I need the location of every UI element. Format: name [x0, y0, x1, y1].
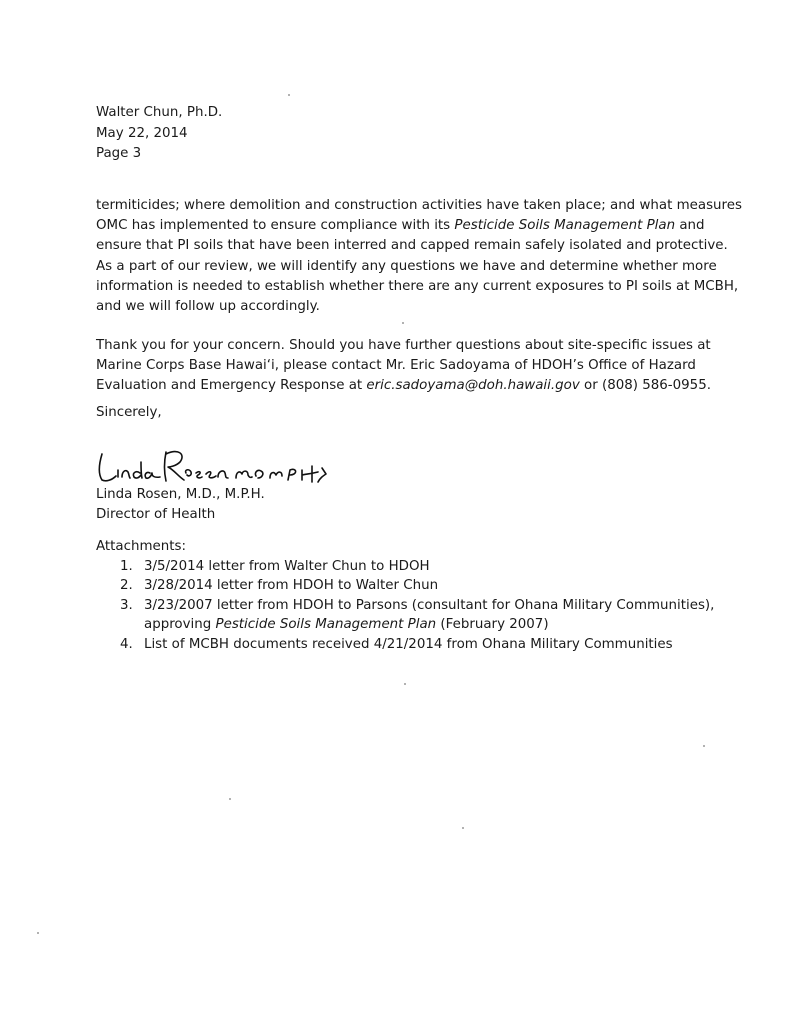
paragraph-text: Evaluation and Emergency Response at	[96, 378, 367, 394]
paragraph-text: OMC has implemented to ensure compliance with its	[96, 218, 455, 234]
body-paragraph-2	[96, 336, 711, 397]
body-paragraph-1	[96, 196, 742, 317]
attachment-text: 3/23/2007 letter from HDOH to Parsons (consultant for Ohana Military Communities),	[144, 597, 715, 613]
attachment-text: 3/28/2014 letter from HDOH to Walter Chun	[144, 578, 439, 593]
attachments-heading: Attachments:	[96, 539, 186, 554]
scan-speck	[229, 798, 231, 800]
paragraph-line: Marine Corps Base Hawai‘i, please contact Mr. Eric Sadoyama of HDOH’s Office of Hazard	[96, 358, 696, 374]
attachment-text: (February 2007)	[436, 617, 549, 632]
scan-speck	[288, 94, 290, 96]
attachment-item	[96, 596, 714, 635]
attachment-number: 1.	[120, 558, 133, 574]
paragraph-line: information is needed to establish whether there are any current exposures to PI soils at MCBH,	[96, 278, 739, 294]
scan-speck	[37, 932, 39, 934]
paragraph-line	[96, 376, 711, 396]
paragraph-line: ensure that PI soils that have been interred and capped remain safely isolated and protective.	[96, 238, 728, 254]
paragraph-text: and	[675, 218, 705, 234]
scan-speck	[703, 745, 705, 747]
attachment-item	[96, 635, 714, 655]
attachment-text-continued	[144, 615, 714, 635]
scan-speck	[462, 827, 464, 829]
attachments-section	[96, 537, 714, 654]
paragraph-line	[96, 216, 708, 236]
signer-block	[96, 485, 265, 524]
scan-speck	[404, 683, 406, 685]
closing: Sincerely,	[96, 405, 162, 420]
plan-title: Pesticide Soils Management Plan	[454, 218, 676, 234]
attachment-number: 2.	[120, 578, 133, 593]
paragraph-line: Thank you for your concern. Should you have further questions about site-specific issues at	[96, 338, 711, 353]
page-number: Page 3	[96, 146, 142, 161]
paragraph-line: termiticides; where demolition and construction activities have taken place; and what measures	[96, 198, 742, 213]
attachments-list	[96, 557, 714, 655]
letter-header	[96, 103, 222, 165]
attachment-text: approving	[144, 617, 216, 632]
attachment-text: 3/5/2014 letter from Walter Chun to HDOH	[144, 558, 430, 574]
attachment-item	[96, 576, 714, 596]
letter-date: May 22, 2014	[96, 125, 188, 141]
signer-name: Linda Rosen, M.D., M.P.H.	[96, 487, 265, 502]
attachment-item	[96, 557, 714, 577]
attachment-text: List of MCBH documents received 4/21/2014 from Ohana Military Communities	[144, 636, 673, 652]
attachment-number: 3.	[120, 597, 133, 613]
paragraph-text: or (808) 586-0955.	[579, 378, 711, 394]
scan-speck	[402, 322, 404, 324]
plan-title: Pesticide Soils Management Plan	[215, 617, 437, 632]
recipient-name: Walter Chun, Ph.D.	[96, 105, 223, 120]
signer-title: Director of Health	[96, 506, 216, 522]
attachment-number: 4.	[120, 636, 133, 652]
paragraph-line: and we will follow up accordingly.	[96, 299, 320, 315]
contact-email: eric.sadoyama@doh.hawaii.gov	[366, 378, 580, 394]
paragraph-line: As a part of our review, we will identify any questions we have and determine whether more	[96, 258, 717, 274]
